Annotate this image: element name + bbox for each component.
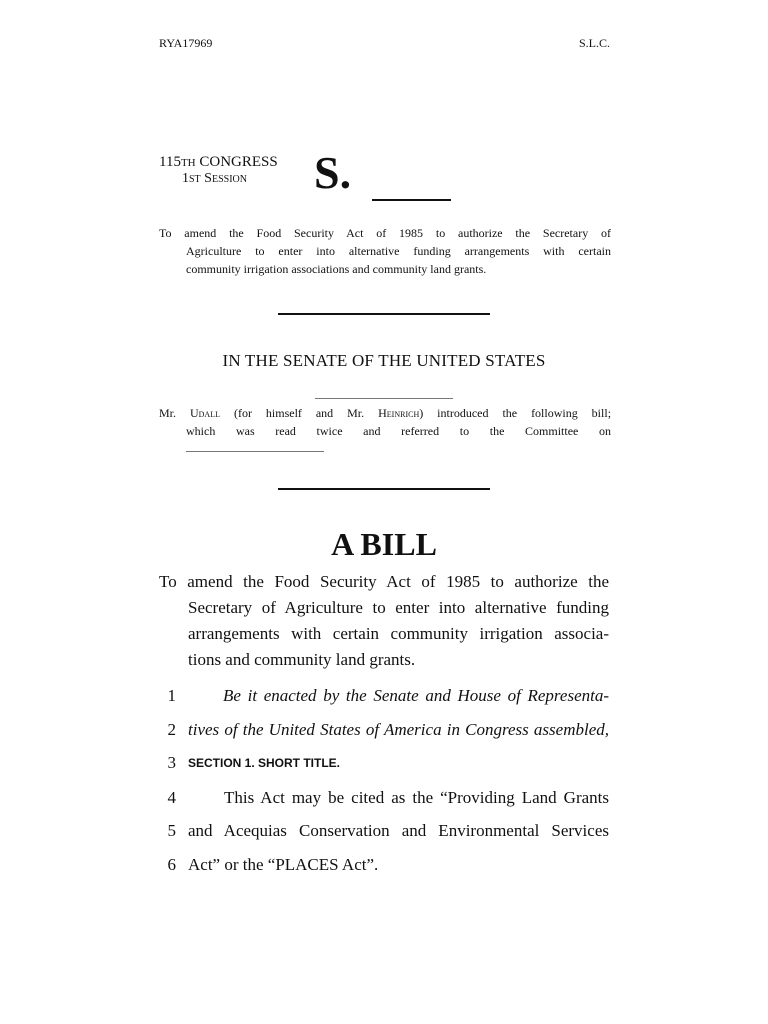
enacting-clause-line-1: Be it enacted by the Senate and House of Representa- <box>223 686 609 705</box>
bill-heading: A BILL <box>331 526 437 562</box>
line-number-3: 3 <box>167 753 176 772</box>
long-title-line-2: Secretary of Agriculture to enter into alternative funding <box>188 598 609 617</box>
long-title-line-3: arrangements with certain community irrigation associa- <box>188 624 609 643</box>
short-title-line-1: This Act may be cited as the “Providing Land Grants <box>224 788 609 807</box>
line-number-4: 4 <box>167 788 176 807</box>
summary-line-2: Agriculture to enter into alternative funding arrangements with certain <box>186 244 611 258</box>
session-suffix: ST <box>189 174 201 185</box>
summary-line-1: To amend the Food Security Act of 1985 to authorize the Secretary of <box>159 226 611 240</box>
bill-prefix: S. <box>314 147 352 198</box>
chamber-divider <box>315 398 453 399</box>
divider-top <box>278 313 490 315</box>
short-title-line-3: Act” or the “PLACES Act”. <box>188 855 379 874</box>
slc-code: S.L.C. <box>578 36 610 50</box>
short-title-line-2: and Acequias Conservation and Environmental Services <box>188 821 609 840</box>
congress-number: 115 <box>159 154 181 170</box>
bill-number-blank <box>372 199 451 201</box>
introduction-line-1 <box>159 404 611 423</box>
congress-word: CONGRESS <box>199 154 278 170</box>
enacting-clause-line-2: tives of the United States of America in Congress assembled, <box>188 720 609 739</box>
long-title-line-4: tions and community land grants. <box>188 650 416 669</box>
chamber-heading: IN THE SENATE OF THE UNITED STATES <box>222 351 546 370</box>
session-label <box>182 171 247 187</box>
sponsor-name: Udall <box>189 406 220 420</box>
congress-label <box>159 154 278 171</box>
long-title-line-1: To amend the Food Security Act of 1985 to authorize the <box>159 572 609 591</box>
line-number-5: 5 <box>167 821 176 840</box>
line-number-2: 2 <box>167 720 176 739</box>
session-word: Session <box>204 171 247 186</box>
introduction-text-1: (for himself and Mr. <box>233 406 365 420</box>
line-number-1: 1 <box>167 686 176 705</box>
introduction-text-2: ) introduced the following bill; <box>419 406 612 420</box>
cosponsor-name: Heinrich <box>378 406 420 420</box>
mr-title: Mr. <box>159 406 177 420</box>
divider-bottom <box>278 488 490 490</box>
introduction-line-2: which was read twice and referred to the Committee on <box>186 424 611 438</box>
document-code: RYA17969 <box>159 36 213 50</box>
congress-number-suffix: TH <box>180 157 196 169</box>
committee-blank <box>186 451 324 452</box>
summary-line-3: community irrigation associations and community land grants. <box>186 262 487 276</box>
section-heading: SECTION 1. SHORT TITLE. <box>188 756 341 770</box>
line-number-6: 6 <box>167 855 176 874</box>
session-number: 1 <box>182 171 189 186</box>
